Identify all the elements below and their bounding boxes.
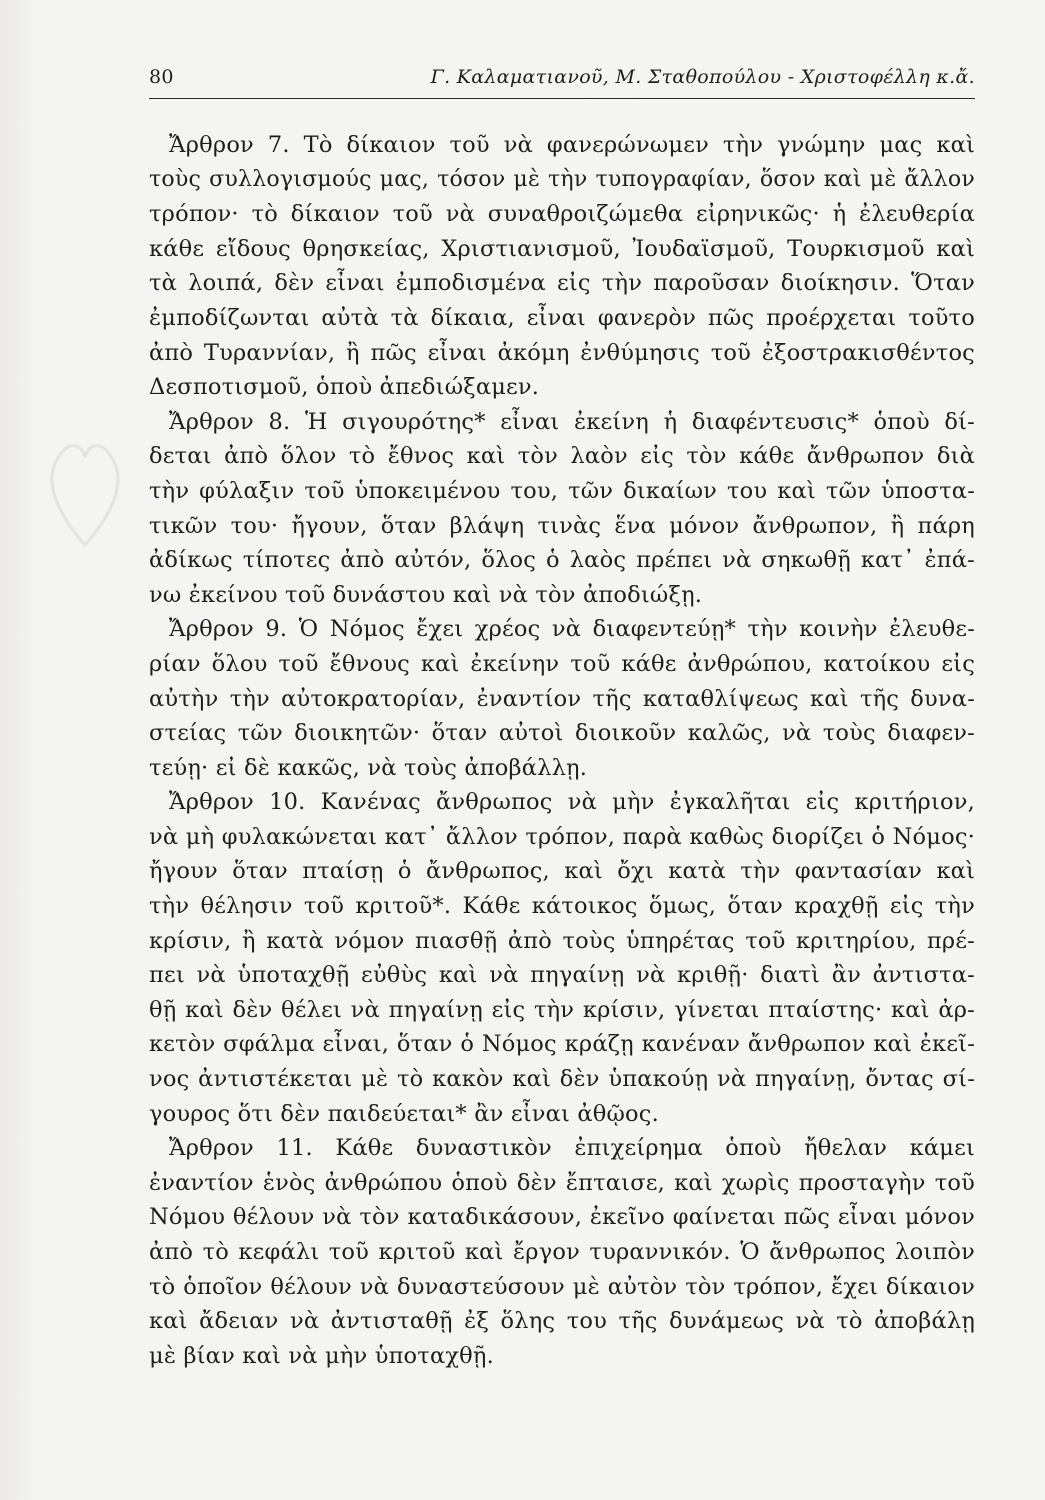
show-through-heart-mark [40, 395, 130, 555]
text-line: κρίσιν, ἢ κατὰ νόμον πιασθῇ ἀπὸ τοὺς ὑπηρέτας τοῦ κριτηρίου, πρέ- [149, 927, 975, 954]
text-line: τικῶν του· ἤγουν, ὅταν βλάψη τινὰς ἕνα μόνον ἄνθρωπον, ἢ πάρη [149, 512, 975, 539]
text-line: Ἄρθρον 11. Κάθε δυναστικὸν ἐπιχείρημα ὁποὺ ἤθελαν κάμει [169, 1135, 975, 1162]
article-10 [149, 785, 975, 1131]
text-line: στείας τῶν διοικητῶν· ὅταν αὐτοὶ διοικοῦν καλῶς, νὰ τοὺς διαφεν- [149, 720, 975, 747]
text-line: πει νὰ ὑποταχθῇ εὐθὺς καὶ νὰ πηγαίνῃ νὰ κριθῇ· διατὶ ἂν ἀντιστα- [149, 962, 975, 989]
text-line: τὴν θέλησιν τοῦ κριτοῦ*. Κάθε κάτοικος ὅμως, ὅταν κραχθῇ εἰς τὴν [149, 893, 975, 920]
article-8 [149, 405, 975, 613]
text-line: τὴν φύλαξιν τοῦ ὑποκειμένου του, τῶν δικαίων του καὶ τῶν ὑποστα- [149, 477, 975, 504]
text-line: Δεσποτισμοῦ, ὁποὺ ἀπεδιώξαμεν. [149, 374, 540, 401]
text-line: ἀπὸ Τυραννίαν, ἢ πῶς εἶναι ἀκόμη ἐνθύμησις τοῦ ἐξοστρακισθέντος [149, 339, 975, 366]
text-line: Ἄρθρον 10. Κανένας ἄνθρωπος νὰ μὴν ἐγκαλῆται εἰς κριτήριον, [169, 789, 975, 816]
text-line: ρίαν ὅλου τοῦ ἔθνους καὶ ἐκείνην τοῦ κάθε ἀνθρώπου, κατοίκου εἰς [149, 650, 975, 677]
text-line: καὶ ἄδειαν νὰ ἀντισταθῇ ἐξ ὅλης του τῆς δυνάμεως νὰ τὸ ἀποβάλῃ [149, 1308, 975, 1335]
text-line: ἀδίκως τίποτες ἀπὸ αὐτόν, ὅλος ὁ λαὸς πρέπει νὰ σηκωθῇ κατ᾽ ἐπά- [149, 547, 975, 574]
text-line: νω ἐκείνου τοῦ δυνάστου καὶ νὰ τὸν ἀποδιώξῃ. [149, 581, 703, 608]
text-line: μὲ βίαν καὶ νὰ μὴν ὑποταχθῇ. [149, 1342, 494, 1369]
page-header [149, 64, 975, 99]
text-line: κετὸν σφάλμα εἶναι, ὅταν ὁ Νόμος κράζῃ κανέναν ἄνθρωπον καὶ ἐκεῖ- [149, 1031, 975, 1058]
text-line: τοὺς συλλογισμούς μας, τόσον μὲ τὴν τυπογραφίαν, ὅσον καὶ μὲ ἄλλον [149, 166, 975, 192]
text-line: ἐμποδίζωνται αὐτὰ τὰ δίκαια, εἶναι φανερὸν πῶς προέρχεται τοῦτο [149, 304, 975, 331]
text-line: θῇ καὶ δὲν θέλει νὰ πηγαίνῃ εἰς τὴν κρίσιν, γίνεται πταίστης· καὶ ἀρ- [149, 996, 975, 1023]
text-line: Ἄρθρον 7. Τὸ δίκαιον τοῦ νὰ φανερώνωμεν τὴν γνώμην μας καὶ [169, 132, 975, 158]
page-number: 80 [149, 66, 174, 88]
text-line: ἤγουν ὅταν πταίσῃ ὁ ἄνθρωπος, καὶ ὄχι κατὰ τὴν φαντασίαν καὶ [149, 858, 975, 885]
body-text [149, 128, 975, 1373]
text-line: Ἄρθρον 9. Ὁ Νόμος ἔχει χρέος νὰ διαφεντεύῃ* τὴν κοινὴν ἐλευθε- [169, 616, 975, 643]
text-line: τρόπον· τὸ δίκαιον τοῦ νὰ συναθροιζώμεθα εἰρηνικῶς· ἡ ἐλευθερία [149, 201, 975, 228]
text-line: τὸ ὁποῖον θέλουν νὰ δυναστεύσουν μὲ αὐτὸν τὸν τρόπον, ἔχει δίκαιον [149, 1273, 975, 1300]
text-line: κάθε εἴδους θρησκείας, Χριστιανισμοῦ, Ἰουδαϊσμοῦ, Τουρκισμοῦ καὶ [149, 235, 975, 262]
running-title: Γ. Καλαματιανοῦ, Μ. Σταθοπούλου - Χριστοφέλλη κ.ἄ. [430, 66, 975, 88]
text-line: δεται ἀπὸ ὅλον τὸ ἔθνος καὶ τὸν λαὸν εἰς τὸν κάθε ἄνθρωπον διὰ [149, 443, 975, 470]
text-line: νος ἀντιστέκεται μὲ τὸ κακὸν καὶ δὲν ὑπακούῃ νὰ πηγαίνῃ, ὄντας σί- [149, 1066, 975, 1093]
text-line: τὰ λοιπά, δὲν εἶναι ἐμποδισμένα εἰς τὴν παροῦσαν διοίκησιν. Ὅταν [149, 270, 975, 297]
text-line: γουρος ὅτι δὲν παιδεύεται* ἂν εἶναι ἀθῷος. [149, 1100, 659, 1127]
text-line: τεύῃ· εἰ δὲ κακῶς, νὰ τοὺς ἀποβάλλῃ. [149, 754, 588, 781]
text-line: ἐναντίον ἑνὸς ἀνθρώπου ὁποὺ δὲν ἔπταισε, καὶ χωρὶς προσταγὴν τοῦ [149, 1169, 975, 1196]
text-line: Νόμου θέλουν νὰ τὸν καταδικάσουν, ἐκεῖνο φαίνεται πῶς εἶναι μόνον [149, 1204, 975, 1231]
article-7 [149, 128, 975, 405]
text-line: ἀπὸ τὸ κεφάλι τοῦ κριτοῦ καὶ ἔργον τυραννικόν. Ὁ ἄνθρωπος λοιπὸν [149, 1239, 975, 1265]
article-11 [149, 1131, 975, 1373]
text-line: αὐτὴν τὴν αὐτοκρατορίαν, ἐναντίον τῆς καταθλίψεως καὶ τῆς δυνα- [149, 685, 975, 712]
text-line: νὰ μὴ φυλακώνεται κατ᾽ ἄλλον τρόπον, παρὰ καθὼς διορίζει ὁ Νόμος· [149, 823, 975, 850]
article-9 [149, 612, 975, 785]
text-line: Ἄρθρον 8. Ἡ σιγουρότης* εἶναι ἐκείνη ἡ διαφέντευσις* ὁποὺ δί- [169, 408, 975, 435]
